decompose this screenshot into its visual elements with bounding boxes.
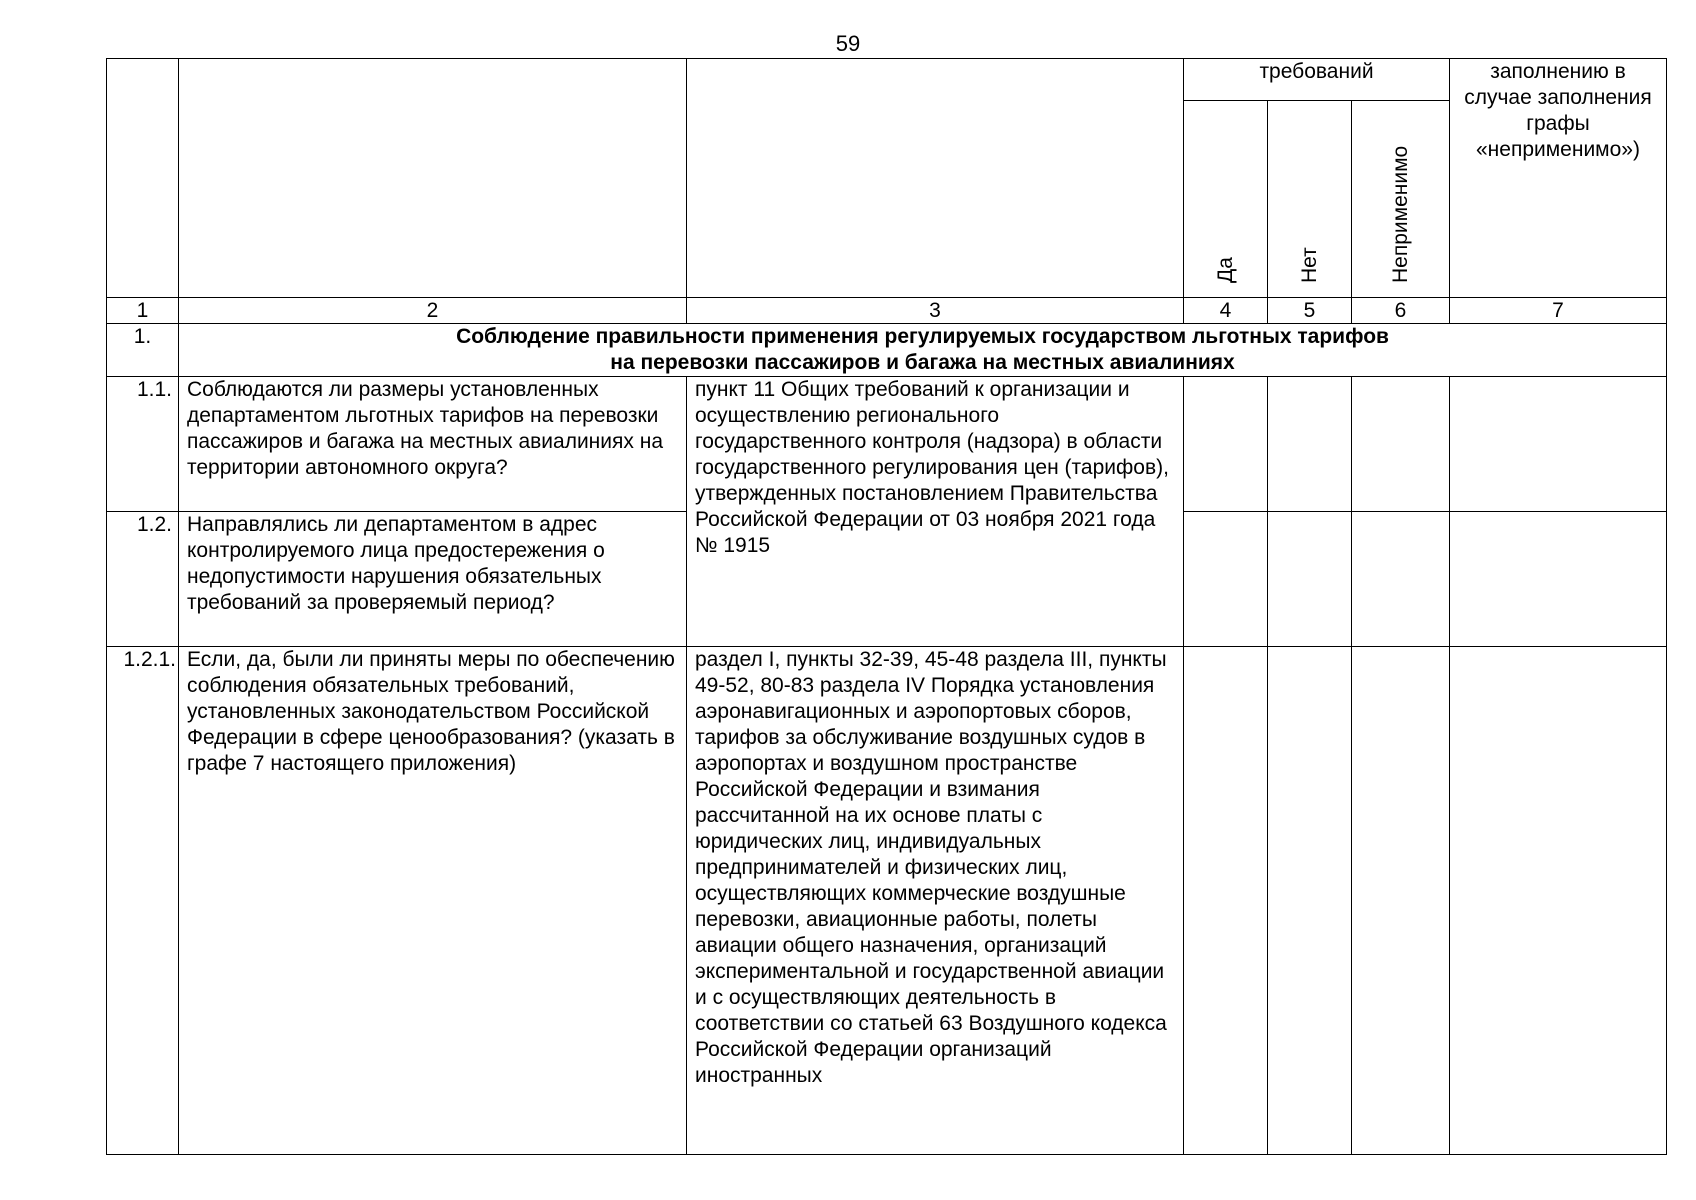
section-title-line-2: на перевозки пассажиров и багажа на местных авиалиниях <box>610 351 1235 374</box>
cell-yes[interactable] <box>1184 512 1268 647</box>
row-question: Если, да, были ли приняты меры по обеспечению соблюдения обязательных требований, установленных законодательством Российской Федерации в сфере ценообразования? (указать в графе 7 настоящего приложения) <box>179 647 687 1155</box>
header-cell-2 <box>179 59 687 298</box>
cell-no[interactable] <box>1268 377 1352 512</box>
row-number: 1.1. <box>107 377 179 512</box>
col-num-5: 5 <box>1268 298 1352 324</box>
section-title-line-1: Соблюдение правильности применения регулируемых государством льготных тарифов <box>456 325 1389 348</box>
col-num-2: 2 <box>179 298 687 324</box>
header-group-requirements: требований <box>1184 59 1450 101</box>
header-cell-1 <box>107 59 179 298</box>
header-cell-3 <box>687 59 1184 298</box>
col-num-4: 4 <box>1184 298 1268 324</box>
cell-na[interactable] <box>1352 512 1450 647</box>
section-title <box>179 324 1667 377</box>
cell-na[interactable] <box>1352 377 1450 512</box>
cell-na[interactable] <box>1352 647 1450 1155</box>
row-question: Направлялись ли департаментом в адрес контролируемого лица предостережения о недопустимости нарушения обязательных требований за проверяемый период? <box>179 512 687 647</box>
col-num-6: 6 <box>1352 298 1450 324</box>
row-reference: раздел I, пункты 32-39, 45-48 раздела III, пункты 49-52, 80-83 раздела IV Порядка установления аэронавигационных и аэропортовых сборов, тарифов за обслуживание воздушных судов в аэропортах и воздушном пространстве Российской Федерации и взимания рассчитанной на их основе платы с юридических лиц, индивидуальных предпринимателей и физических лиц, осуществляющих коммерческие воздушные перевозки, авиационные работы, полеты авиации общего назначения, организаций экспериментальной и государственной авиации и с осуществляющих деятельность в соответствии со статьей 63 Воздушного кодекса Российской Федерации организаций иностранных <box>687 647 1184 1155</box>
row-question: Соблюдаются ли размеры установленных департаментом льготных тарифов на перевозки пассажиров и багажа на местных авиалиниях на территории автономного округа? <box>179 377 687 512</box>
header-col7: заполнению в случае заполнения графы «неприменимо») <box>1450 59 1667 298</box>
col-num-7: 7 <box>1450 298 1667 324</box>
header-col-na: Неприменимо <box>1352 101 1450 298</box>
section-number: 1. <box>107 324 179 377</box>
table-row <box>107 377 1667 512</box>
page-number: 59 <box>835 31 861 56</box>
row-number: 1.2.1. <box>107 647 179 1155</box>
cell-no[interactable] <box>1268 647 1352 1155</box>
table-row <box>107 647 1667 1155</box>
cell-comment[interactable] <box>1450 512 1667 647</box>
column-number-row <box>107 298 1667 324</box>
section-row <box>107 324 1667 377</box>
header-col-yes: Да <box>1184 101 1268 298</box>
cell-yes[interactable] <box>1184 647 1268 1155</box>
col-num-1: 1 <box>107 298 179 324</box>
cell-comment[interactable] <box>1450 377 1667 512</box>
cell-comment[interactable] <box>1450 647 1667 1155</box>
row-reference: пункт 11 Общих требований к организации и осуществлению регионального государственного контроля (надзора) в области государственного регулирования цен (тарифов), утвержденных постановлением Правительства Российской Федерации от 03 ноября 2021 года № 1915 <box>687 377 1184 647</box>
col-num-3: 3 <box>687 298 1184 324</box>
row-number: 1.2. <box>107 512 179 647</box>
header-col-no: Нет <box>1268 101 1352 298</box>
cell-yes[interactable] <box>1184 377 1268 512</box>
checklist-table <box>106 58 1667 1155</box>
cell-no[interactable] <box>1268 512 1352 647</box>
